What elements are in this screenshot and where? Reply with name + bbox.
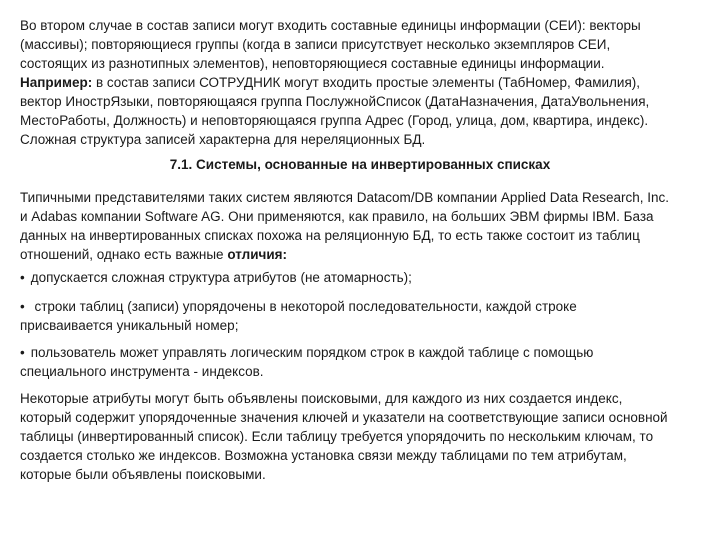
bullet-text: пользователь может управлять логическим порядком строк в каждой таблице с помощью	[30, 345, 594, 360]
differences-label: отличия:	[227, 247, 288, 262]
text-line: данных на инвертированных списках похожа на реляционную БД, то есть также состоит из таблиц	[20, 228, 640, 243]
bullet-icon: •	[20, 345, 25, 360]
text-line: который содержит упорядоченные значения ключей и указатели на соответствующие записи основной	[20, 410, 668, 425]
text-line: МестоРаботы, Должность) и неповторяющаяся группа Адрес (Город, улица, дом, квартира, индекс).	[20, 113, 649, 128]
example-label: Например:	[20, 75, 93, 90]
text-line: Типичными представителями таких систем являются Datacom/DB компании Applied Data Research, Inc.	[20, 190, 670, 205]
text-line: (массивы); повторяющиеся группы (когда в записи присутствует несколько экземпляров СЕИ,	[20, 37, 611, 52]
text-fragment: отношений, однако есть важные	[20, 247, 228, 262]
text-line: и Adabas компании Software AG. Они применяются, как правило, на больших ЭВМ фирмы IBM. База	[20, 209, 654, 224]
bullet-item	[20, 343, 710, 381]
section-title: 7.1. Системы, основанные на инвертированных списках	[169, 157, 551, 172]
intro-paragraph	[20, 16, 710, 149]
bullet-item	[20, 297, 710, 335]
paragraph-search-attributes	[20, 389, 710, 484]
bullet-item	[20, 268, 710, 287]
text-line: Сложная структура записей характерна для нереляционных БД.	[20, 132, 426, 147]
bullet-text: специального инструмента - индексов.	[20, 364, 264, 379]
bullet-icon: •	[20, 299, 25, 314]
bullet-text: допускается сложная структура атрибутов (не атомарность);	[30, 270, 412, 285]
text-line: вектор ИнострЯзыки, повторяющаяся группа ПослужнойСписок (ДатаНазначения, ДатаУвольнения,	[20, 94, 650, 109]
example-text: в состав записи СОТРУДНИК могут входить простые элементы (ТабНомер, Фамилия),	[92, 75, 641, 90]
text-line: создается столько же индексов. Возможна установка связи между таблицами по тем атрибутам,	[20, 448, 627, 463]
text-line	[20, 245, 710, 264]
text-line: Некоторые атрибуты могут быть объявлены поисковыми, для каждого из них создается индекс,	[20, 391, 623, 406]
text-line: состоящих из разнотипных элементов), неповторяющиеся составные единицы информации.	[20, 56, 605, 71]
example-line	[20, 73, 710, 92]
bullet-text: строки таблиц (записи) упорядочены в некоторой последовательности, каждой строке	[30, 299, 577, 314]
text-line: таблицы (инвертированный список). Если таблицу требуется упорядочить по нескольким ключам, то	[20, 429, 654, 444]
text-line: Во втором случае в состав записи могут входить составные единицы информации (СЕИ): векторы	[20, 18, 641, 33]
text-line: которые были объявлены поисковыми.	[20, 467, 266, 482]
bullet-icon: •	[20, 270, 25, 285]
paragraph-typical-systems	[20, 188, 710, 264]
bullet-text: присваивается уникальный номер;	[20, 318, 239, 333]
